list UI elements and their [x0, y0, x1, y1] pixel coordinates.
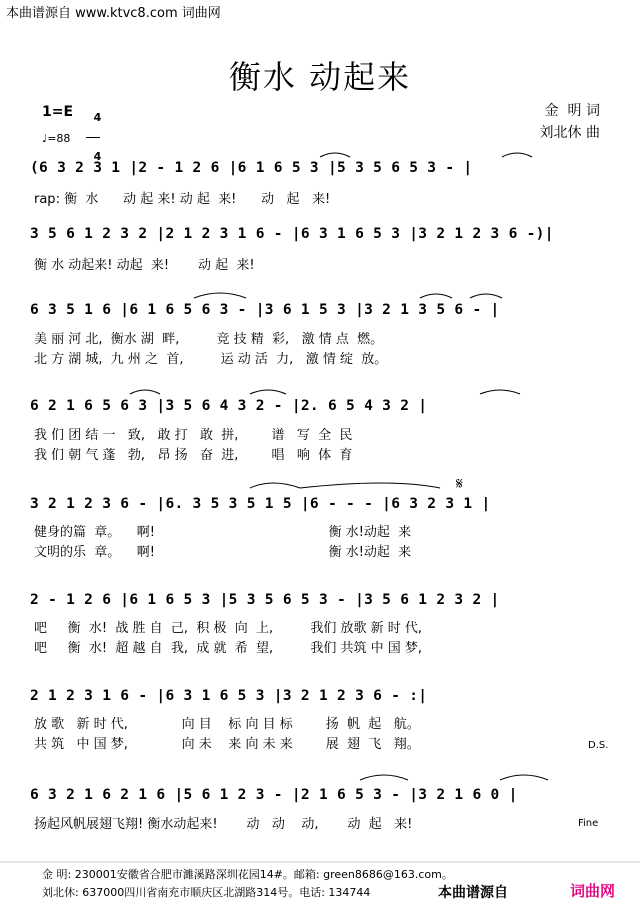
- lyrics-line-1-verse-1: rap: 衡 水 动 起 来! 动 起 来! 动 起 来!: [34, 192, 331, 207]
- lyrics-line-6-verse-2: 吧 衡 水! 超 越 自 我, 成 就 希 望, 我们 共筑 中 国 梦,: [34, 641, 422, 656]
- lyrics-line-4-verse-2: 我 们 朝 气 蓬 勃, 昂 扬 奋 进, 唱 响 体 育: [34, 448, 353, 463]
- contact-line-lyricist: 金 明: 230001安徽省合肥市濉溪路深圳花园14#。邮箱: green8686@163.com。: [42, 868, 453, 881]
- watermark-right: 词曲网: [570, 882, 616, 900]
- lyrics-line-2-verse-1: 衡 水 动起来! 动起 来! 动 起 来!: [34, 258, 255, 273]
- slur: [250, 483, 300, 488]
- lyrics-line-7-verse-1: 放 歌 新 时 代, 向 目 标 向 目 标 扬 帆 起 航。: [34, 717, 420, 732]
- key-signature: 1=E: [42, 104, 74, 120]
- notation-line-5: 3 2 1 2 3 6 - |6. 3 5 3 5 1 5 |6 - - - |6 3 2 3 1 |: [30, 496, 491, 512]
- lyricist-credit: 金 明 词: [544, 103, 600, 119]
- lyrics-line-4-verse-1: 我 们 团 结 一 致, 敢 打 敢 拼, 谱 写 全 民: [34, 428, 353, 443]
- slur: [480, 390, 520, 394]
- time-signature-bottom: 4: [93, 150, 102, 163]
- slur: [470, 294, 502, 298]
- notation-line-1: (6 3 2 3 1 |2 - 1 2 6 |6 1 6 5 3 |5 3 5 6 5 3 - |: [30, 160, 473, 176]
- site-banner: 本曲谱源自 www.ktvc8.com 词曲网: [6, 6, 221, 21]
- lyrics-line-3-verse-1: 美 丽 河 北, 衡水 湖 畔, 竞 技 精 彩, 激 情 点 燃。: [34, 332, 384, 347]
- slur: [194, 293, 246, 298]
- slur: [420, 294, 452, 298]
- slur: [500, 775, 548, 780]
- composer-credit: 刘北休 曲: [539, 125, 600, 141]
- song-title: 衡水 动起来: [228, 58, 412, 96]
- slur: [360, 775, 408, 780]
- segno-sign: 𝄋: [456, 474, 463, 493]
- slur: [320, 153, 350, 157]
- watermark-left: 本曲谱源自: [438, 885, 508, 901]
- notation-line-7: 2 1 2 3 1 6 - |6 3 1 6 5 3 |3 2 1 2 3 6 - :|: [30, 688, 428, 704]
- notation-line-8: 6 3 2 1 6 2 1 6 |5 6 1 2 3 - |2 1 6 5 3 - |3 2 1 6 0 |: [30, 787, 518, 803]
- lyrics-line-5-verse-1: 健身的篇 章。 啊! 衡 水!动起 来: [34, 525, 412, 540]
- time-signature-top: 4: [93, 111, 102, 124]
- notation-line-3: 6 3 5 1 6 |6 1 6 5 6 3 - |3 6 1 5 3 |3 2 1 3 5 6 - |: [30, 302, 500, 318]
- tempo-marking: ♩=88: [42, 132, 71, 145]
- slur: [502, 153, 532, 157]
- ds-marking: D.S.: [588, 740, 609, 751]
- notation-line-6: 2 - 1 2 6 |6 1 6 5 3 |5 3 5 6 5 3 - |3 5 6 1 2 3 2 |: [30, 592, 500, 608]
- notation-line-4: 6 2 1 6 5 6 3 |3 5 6 4 3 2 - |2. 6 5 4 3 2 |: [30, 398, 428, 414]
- lyrics-line-3-verse-2: 北 方 湖 城, 九 州 之 首, 运 动 活 力, 激 情 绽 放。: [34, 352, 388, 367]
- lyrics-line-5-verse-2: 文明的乐 章。 啊! 衡 水!动起 来: [34, 545, 412, 560]
- fine-marking: Fine: [578, 818, 599, 829]
- lyrics-line-8-verse-1: 扬起风帆展翅飞翔! 衡水动起来! 动 动 动, 动 起 来!: [34, 817, 413, 832]
- slur: [250, 390, 286, 394]
- notation-line-2: 3 5 6 1 2 3 2 |2 1 2 3 1 6 - |6 3 1 6 5 3 |3 2 1 2 3 6 -)|: [30, 226, 554, 242]
- lyrics-line-7-verse-2: 共 筑 中 国 梦, 向 未 来 向 未 来 展 翅 飞 翔。: [34, 737, 420, 752]
- slur: [130, 390, 160, 394]
- contact-line-composer: 刘北休: 637000四川省南充市顺庆区北湖路314号。电话: 134744: [42, 886, 371, 899]
- slur: [300, 483, 440, 488]
- lyrics-line-6-verse-1: 吧 衡 水! 战 胜 自 己, 积 极 向 上, 我们 放歌 新 时 代,: [34, 621, 422, 636]
